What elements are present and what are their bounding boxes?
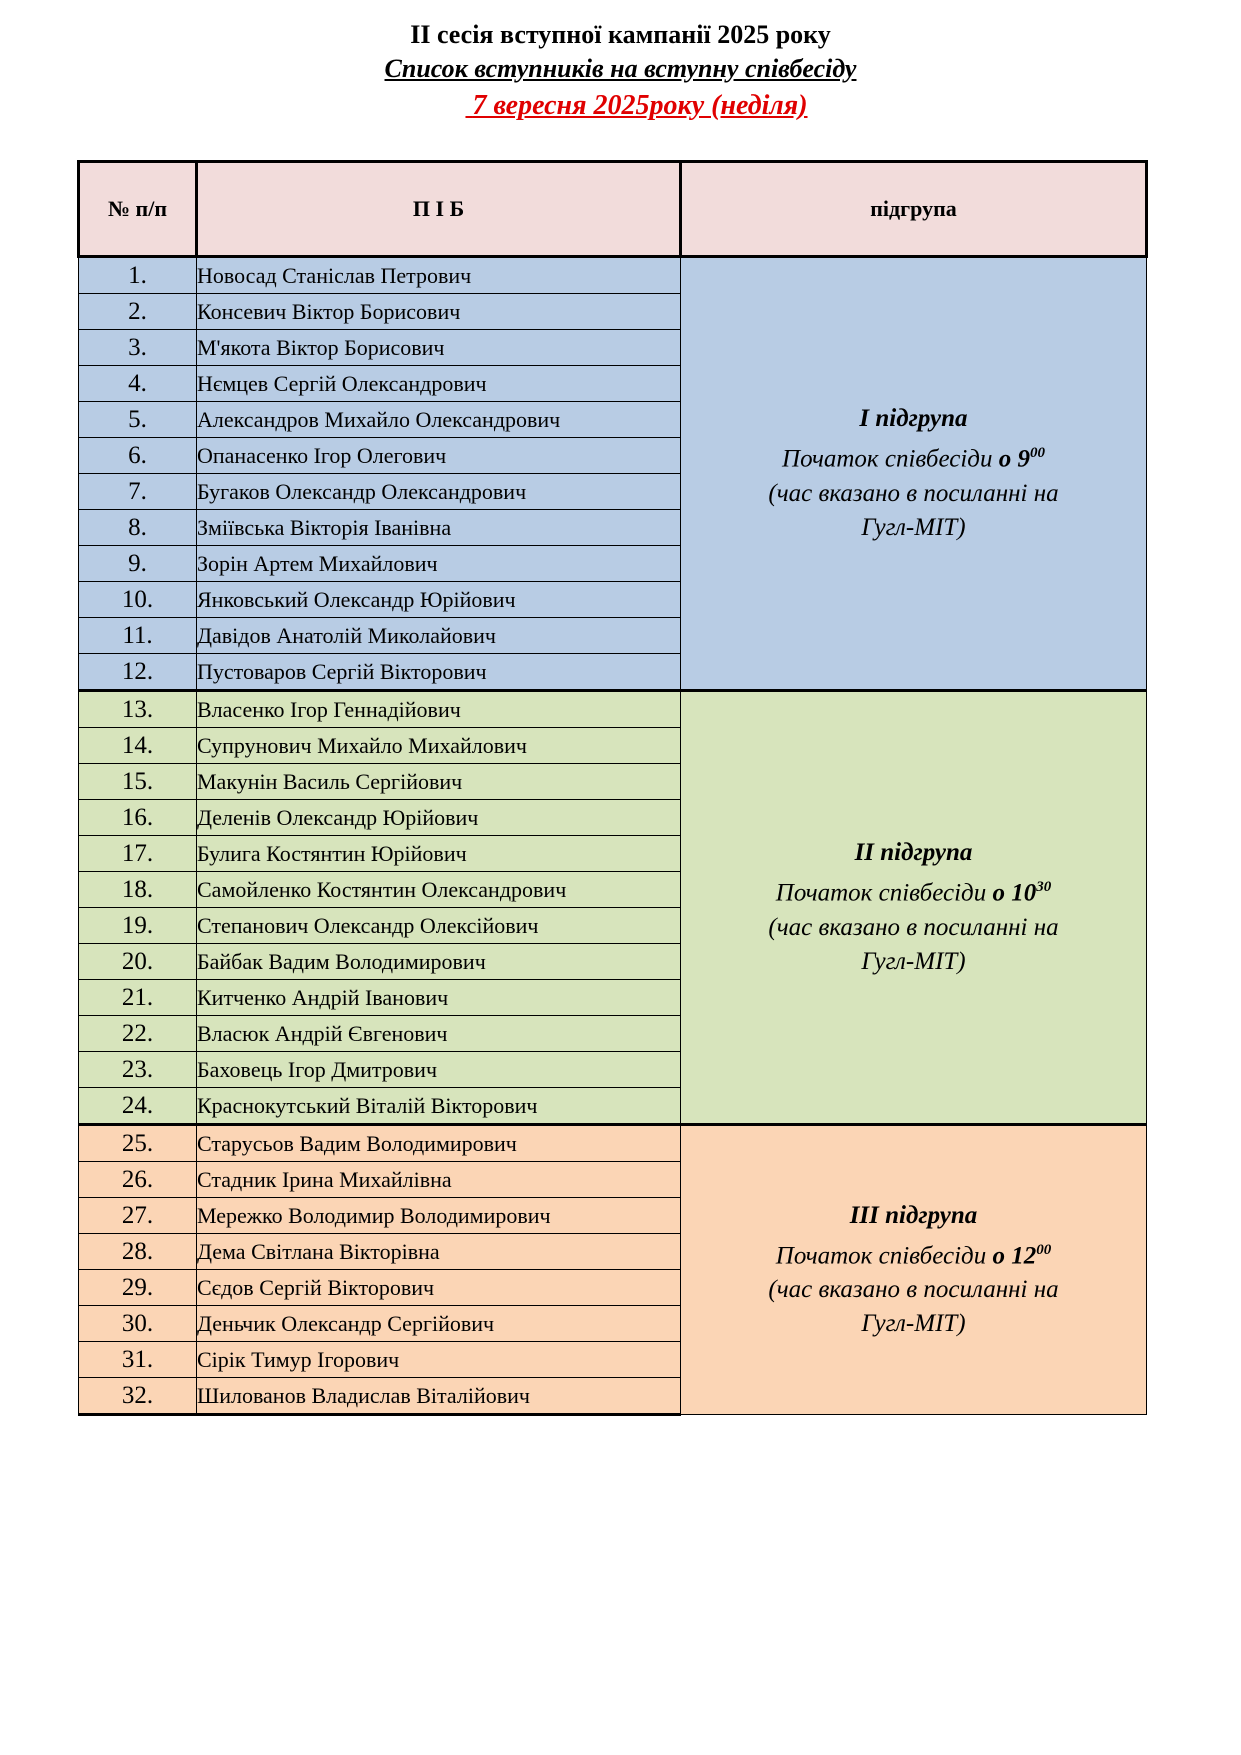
subgroup-note-line1: (час вказано в посиланні на xyxy=(768,479,1059,507)
row-number: 11. xyxy=(79,618,197,654)
document-subtitle: Список вступників на вступну співбесіду xyxy=(384,54,857,83)
applicant-name: Супрунович Михайло Михайлович xyxy=(197,728,681,764)
applicant-name: Опанасенко Ігор Олегович xyxy=(197,438,681,474)
applicant-name: Зміївська Вікторія Іванівна xyxy=(197,510,681,546)
applicant-name: Мережко Володимир Володимирович xyxy=(197,1198,681,1234)
document-header xyxy=(0,18,1241,126)
applicant-name: Самойленко Костянтин Олександрович xyxy=(197,872,681,908)
row-number: 20. xyxy=(79,944,197,980)
table-header-row xyxy=(79,162,1147,257)
row-number: 32. xyxy=(79,1378,197,1415)
applicant-name: Байбак Вадим Володимирович xyxy=(197,944,681,980)
subgroup-start xyxy=(681,1233,1146,1273)
row-number: 22. xyxy=(79,1016,197,1052)
applicant-name: Степанович Олександр Олексійович xyxy=(197,908,681,944)
subgroup-title: І підгрупа xyxy=(859,405,968,433)
subgroup-note-line1: (час вказано в посиланні на xyxy=(768,1276,1059,1304)
row-number: 21. xyxy=(79,980,197,1016)
column-header-subgroup: підгрупа xyxy=(681,162,1147,257)
row-number: 29. xyxy=(79,1270,197,1306)
applicant-name: Деленів Олександр Юрійович xyxy=(197,800,681,836)
row-number: 26. xyxy=(79,1162,197,1198)
applicant-name: Сірік Тимур Ігорович xyxy=(197,1342,681,1378)
row-number: 17. xyxy=(79,836,197,872)
subgroup-start xyxy=(681,870,1146,910)
applicants-table xyxy=(77,160,1148,1416)
applicant-name: Сєдов Сергій Вікторович xyxy=(197,1270,681,1306)
subgroup-note-line1: (час вказано в посиланні на xyxy=(768,913,1059,941)
row-number: 10. xyxy=(79,582,197,618)
subgroup-title: ІІ підгрупа xyxy=(854,839,973,867)
subgroup-cell xyxy=(681,257,1147,691)
row-number: 9. xyxy=(79,546,197,582)
subgroup-start-minutes: 00 xyxy=(1029,445,1045,462)
row-number: 3. xyxy=(79,330,197,366)
applicant-name: Консевич Віктор Борисович xyxy=(197,294,681,330)
document-title: II сесія вступної кампанії 2025 року xyxy=(410,20,831,49)
row-number: 28. xyxy=(79,1234,197,1270)
applicant-name: Стадник Ірина Михайлівна xyxy=(197,1162,681,1198)
applicant-name: Новосад Станіслав Петрович xyxy=(197,257,681,294)
subgroup-title: ІІІ підгрупа xyxy=(849,1201,978,1229)
interview-date-text: 7 вересня 2025року (неділя) xyxy=(472,90,808,121)
applicant-name: Макунін Василь Сергійович xyxy=(197,764,681,800)
table-row xyxy=(79,1125,1147,1162)
row-number: 14. xyxy=(79,728,197,764)
table-row xyxy=(79,691,1147,728)
row-number: 12. xyxy=(79,654,197,691)
applicant-name: Баховець Ігор Дмитрович xyxy=(197,1052,681,1088)
row-number: 30. xyxy=(79,1306,197,1342)
applicant-name: М'якота Віктор Борисович xyxy=(197,330,681,366)
subgroup-start-time: о 9 xyxy=(998,445,1030,473)
applicant-name: Власюк Андрій Євгенович xyxy=(197,1016,681,1052)
row-number: 25. xyxy=(79,1125,197,1162)
applicant-name: Шилованов Владислав Віталійович xyxy=(197,1378,681,1415)
subgroup-start xyxy=(681,436,1146,476)
row-number: 13. xyxy=(79,691,197,728)
subgroup-cell xyxy=(681,1125,1147,1415)
row-number: 8. xyxy=(79,510,197,546)
row-number: 7. xyxy=(79,474,197,510)
applicant-name: Дема Світлана Вікторівна xyxy=(197,1234,681,1270)
subgroup-cell xyxy=(681,691,1147,1125)
table-body xyxy=(79,257,1147,1415)
row-number: 2. xyxy=(79,294,197,330)
subgroup-start-minutes: 30 xyxy=(1036,879,1052,896)
row-number: 19. xyxy=(79,908,197,944)
row-number: 16. xyxy=(79,800,197,836)
applicant-name: Пустоваров Сергій Вікторович xyxy=(197,654,681,691)
applicant-name: Александров Михайло Олександрович xyxy=(197,402,681,438)
subgroup-start-prefix: Початок співбесіди xyxy=(775,1242,993,1270)
applicant-name: Давідов Анатолій Миколайович xyxy=(197,618,681,654)
applicant-name: Старусьов Вадим Володимирович xyxy=(197,1125,681,1162)
subgroup-start-prefix: Початок співбесіди xyxy=(775,879,993,907)
subgroup-start-time: о 10 xyxy=(992,879,1037,907)
subgroup-start-prefix: Початок співбесіди xyxy=(782,445,999,473)
applicant-name: Булига Костянтин Юрійович xyxy=(197,836,681,872)
row-number: 6. xyxy=(79,438,197,474)
applicant-name: Власенко Ігор Геннадійович xyxy=(197,691,681,728)
applicant-name: Нємцев Сергій Олександрович xyxy=(197,366,681,402)
subgroup-note-line2: Гугл-МІТ) xyxy=(861,513,966,541)
subgroup-note-line2: Гугл-МІТ) xyxy=(861,947,966,975)
subgroup-note-line2: Гугл-МІТ) xyxy=(861,1310,966,1338)
applicant-name: Зорін Артем Михайлович xyxy=(197,546,681,582)
row-number: 24. xyxy=(79,1088,197,1125)
applicant-name: Краснокутський Віталій Вікторович xyxy=(197,1088,681,1125)
row-number: 31. xyxy=(79,1342,197,1378)
subgroup-start-time: о 12 xyxy=(992,1242,1037,1270)
applicant-name: Китченко Андрій Іванович xyxy=(197,980,681,1016)
row-number: 5. xyxy=(79,402,197,438)
table-row xyxy=(79,257,1147,294)
row-number: 18. xyxy=(79,872,197,908)
row-number: 4. xyxy=(79,366,197,402)
row-number: 1. xyxy=(79,257,197,294)
column-header-name: П І Б xyxy=(197,162,681,257)
row-number: 23. xyxy=(79,1052,197,1088)
column-header-number: № п/п xyxy=(79,162,197,257)
applicant-name: Бугаков Олександр Олександрович xyxy=(197,474,681,510)
applicant-name: Деньчик Олександр Сергійович xyxy=(197,1306,681,1342)
interview-date xyxy=(0,86,1241,126)
subgroup-start-minutes: 00 xyxy=(1036,1241,1052,1258)
row-number: 27. xyxy=(79,1198,197,1234)
row-number: 15. xyxy=(79,764,197,800)
applicant-name: Янковський Олександр Юрійович xyxy=(197,582,681,618)
